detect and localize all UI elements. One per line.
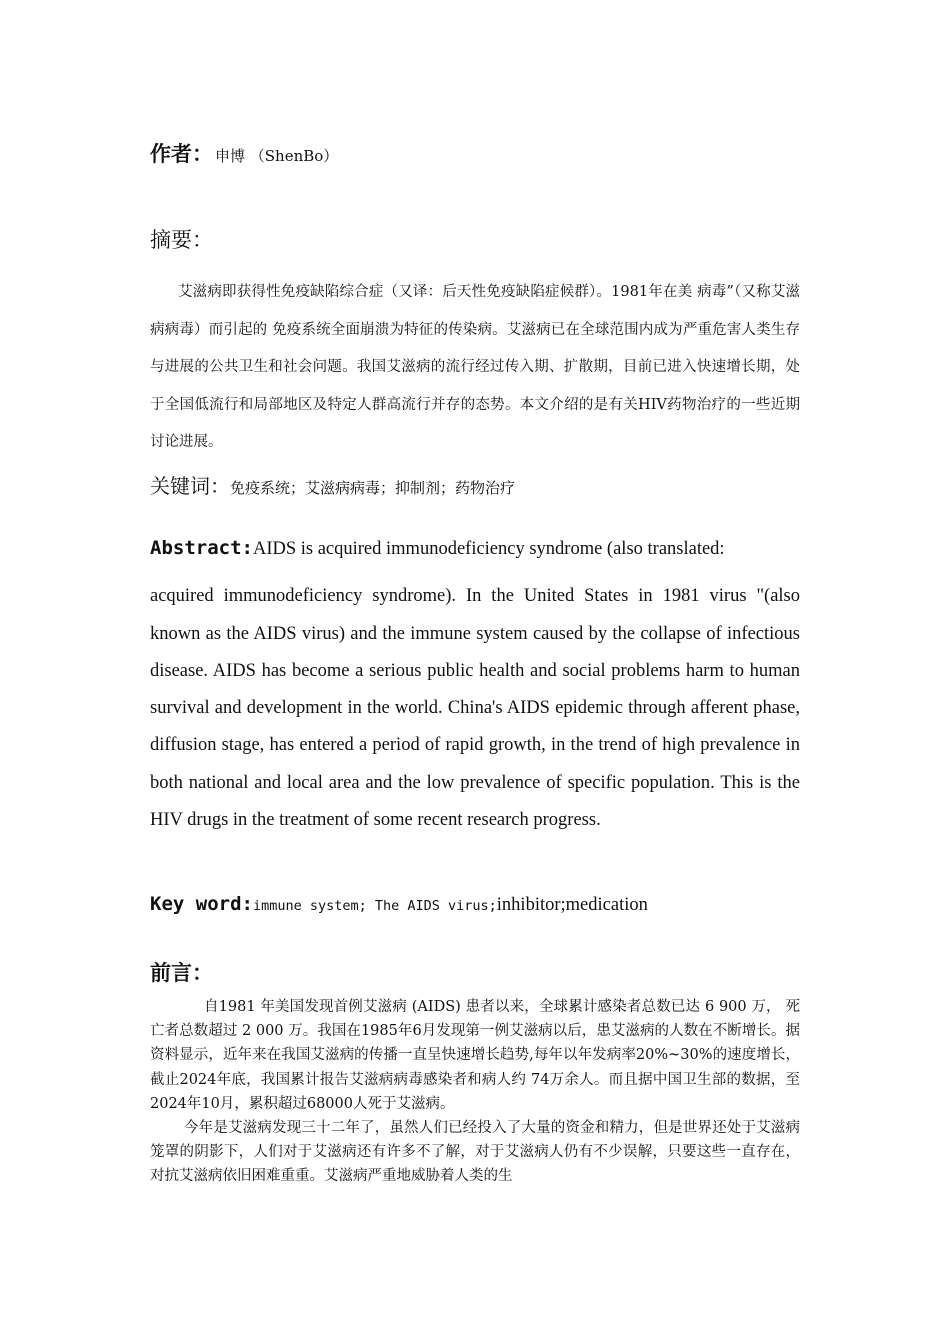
keywords-en-value-serif: inhibitor;medication: [496, 895, 648, 915]
author-name: 申博 （ShenBo）: [215, 147, 339, 165]
keywords-en-label: Key word:: [150, 893, 253, 915]
abstract-en-first-line: [150, 530, 800, 568]
keywords-cn-label: 关键词：: [150, 474, 230, 498]
abstract-en-first-line-text: AIDS is acquired immunodeficiency syndrome (also translated:: [252, 539, 725, 559]
abstract-cn-heading: 摘要：: [150, 228, 213, 252]
preface-heading: 前言：: [150, 960, 213, 985]
preface-body: [150, 995, 800, 1189]
abstract-en-body: acquired immunodeficiency syndrome). In the United States in 1981 virus "(also known as the AIDS virus) and the immune system caused by the collapse of infectious disease. AIDS has become a serious public health and social problems harm to human survival and development in the world. China's AIDS epidemic through afferent phase, diffusion stage, has entered a period of rapid growth, in the trend of high prevalence in both national and local area and the low prevalence of specific population. This is the HIV drugs in the treatment of some recent research progress.: [150, 586, 800, 831]
keywords-cn-value: 免疫系统；艾滋病病毒；抑制剂；药物治疗: [230, 479, 516, 497]
abstract-en-label: Abstract:: [150, 537, 253, 559]
keywords-en-value-mono: immune system; The AIDS virus;: [252, 898, 497, 914]
preface-paragraph-1: 自1981 年美国发现首例艾滋病 (AIDS) 患者以来，全球累计感染者总数已达 6 900 万， 死亡者总数超过 2 000 万。我国在1985年6月发现第一例艾滋病以后，患艾滋病的人数在不断增长。据资料显示，近年来在我国艾滋病的传播一直呈快速增长趋势,每年以年发病率20%~30%的速度增长，截止2024年底，我国累计报告艾滋病病毒感染者和病人约 74万余人。而且据中国卫生部的数据，至2024年10月，累积超过68000人死于艾滋病。: [150, 999, 800, 1112]
abstract-cn-body: 艾滋病即获得性免疫缺陷综合症（又译：后天性免疫缺陷症候群）。1981年在美 病毒”（又称艾滋病病毒）而引起的 免疫系统全面崩溃为特征的传染病。艾滋病已在全球范围内成为严重危害人类生存与进展的公共卫生和社会问题。我国艾滋病的流行经过传入期、扩散期，目前已进入快速增长期，处于全国低流行和局部地区及特定人群高流行并存的态势。本文介绍的是有关HIV药物治疗的一些近期讨论进展。: [150, 284, 800, 450]
preface-paragraph-2: 今年是艾滋病发现三十二年了，虽然人们已经投入了大量的资金和精力，但是世界还处于艾滋病笼罩的阴影下，人们对于艾滋病还有许多不了解，对于艾滋病人仍有不少误解，只要这些一直存在，对抗艾滋病依旧困难重重。艾滋病严重地威胁着人类的生: [150, 1120, 800, 1185]
keywords-en: [150, 893, 648, 916]
author-label: 作者：: [150, 141, 213, 166]
abstract-en: [150, 530, 800, 839]
author-line: [150, 138, 338, 168]
keywords-cn: [150, 470, 515, 499]
